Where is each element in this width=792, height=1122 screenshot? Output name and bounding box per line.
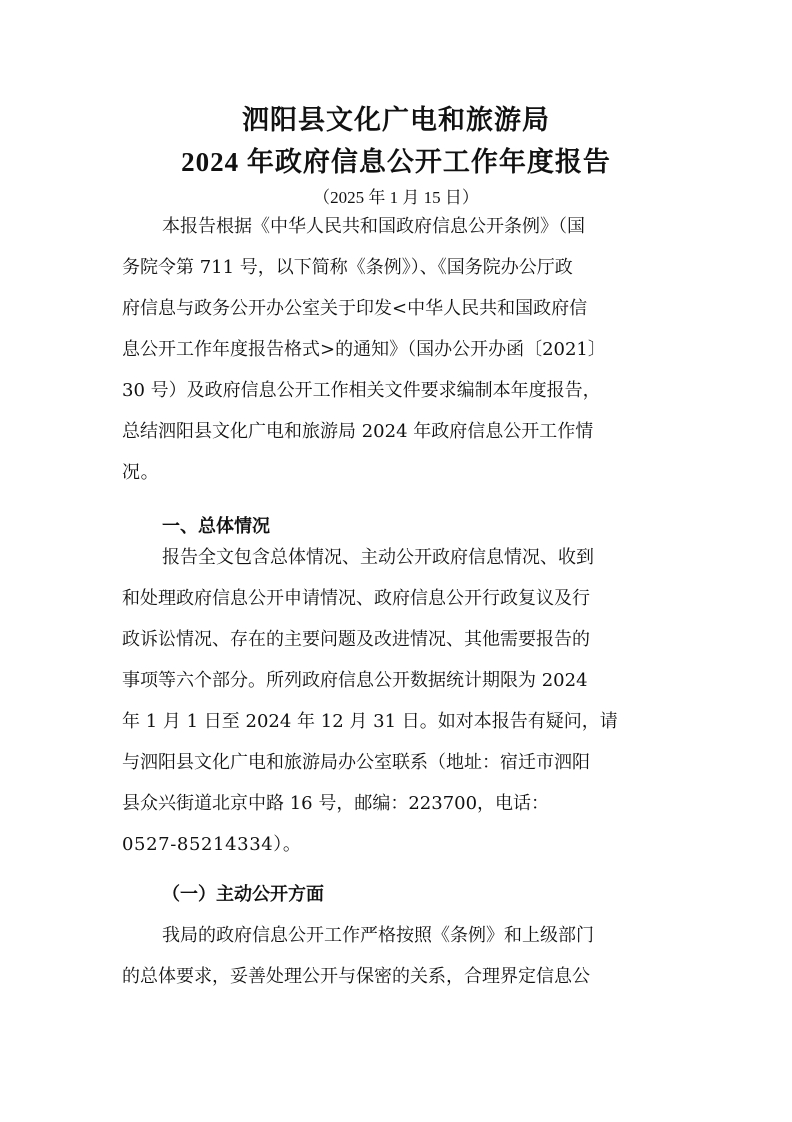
subsection-line: 我局的政府信息公开工作严格按照《条例》和上级部门: [162, 925, 594, 946]
section-line: 与泗阳县文化广电和旅游局办公室联系（地址：宿迁市泗阳: [122, 752, 590, 773]
intro-line: 府信息与政务公开办公室关于印发<中华人民共和国政府信: [122, 298, 588, 319]
report-date: （2025 年 1 月 15 日）: [313, 188, 479, 207]
section-line: 县众兴街道北京中路 16 号，邮编：223700，电话：: [122, 793, 550, 814]
report-title-line-1: 泗阳县文化广电和旅游局: [242, 105, 550, 135]
intro-line: 况。: [122, 462, 160, 483]
section-line: 和处理政府信息公开申请情况、政府信息公开行政复议及行: [122, 588, 590, 609]
section-line: 年 1 月 1 日至 2024 年 12 月 31 日。如对本报告有疑问，请: [122, 711, 618, 732]
section-line: 政诉讼情况、存在的主要问题及改进情况、其他需要报告的: [122, 629, 590, 650]
intro-line: 30 号）及政府信息公开工作相关文件要求编制本年度报告，: [122, 380, 601, 401]
subsection-line: 的总体要求，妥善处理公开与保密的关系，合理界定信息公: [122, 966, 590, 987]
intro-line: 息公开工作年度报告格式>的通知》（国办公开办函〔2021〕: [122, 339, 606, 360]
intro-line: 本报告根据《中华人民共和国政府信息公开条例》（国: [162, 216, 585, 237]
intro-line: 务院令第 711 号，以下简称《条例》）、《国务院办公厅政: [122, 257, 573, 278]
intro-line: 总结泗阳县文化广电和旅游局 2024 年政府信息公开工作情: [122, 421, 594, 442]
section-line: 0527-85214334）。: [122, 834, 302, 855]
subsection-heading: （一）主动公开方面: [162, 884, 324, 905]
section-line: 事项等六个部分。所列政府信息公开数据统计期限为 2024: [122, 670, 588, 691]
section-heading: 一、总体情况: [162, 516, 270, 537]
report-title-line-2: 2024 年政府信息公开工作年度报告: [181, 147, 611, 177]
section-line: 报告全文包含总体情况、主动公开政府信息情况、收到: [162, 547, 594, 568]
